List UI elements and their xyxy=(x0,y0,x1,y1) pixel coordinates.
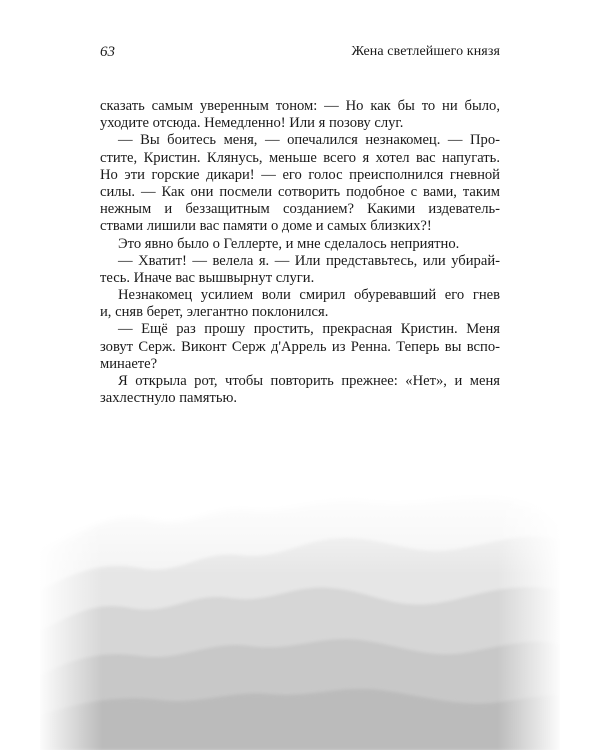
body-text xyxy=(100,98,500,407)
text-line: минаете? xyxy=(100,355,158,372)
text-line: сказать самым уверенным тоном: — Но как бы то ни было, xyxy=(100,98,500,114)
text-line: — Ещё раз прошу простить, прекрасная Кристин. Меня xyxy=(118,321,500,338)
text-line: силы. — Как они посмели сотворить подобное с вами, таким xyxy=(100,183,500,200)
text-line: захлестнуло памятью. xyxy=(100,390,238,407)
text-line: уходите отсюда. Немедленно! Или я позову слуг. xyxy=(100,115,404,132)
text-line: — Вы боитесь меня, — опечалился незнакомец. — Про- xyxy=(118,132,500,149)
text-line: зовут Серж. Виконт Серж д'Аррель из Ренна. Теперь вы вспо- xyxy=(100,338,500,355)
text-line: Незнакомец усилием воли смирил обуревавший его гнев xyxy=(118,287,500,304)
text-line: тесь. Иначе вас вышвырнут слуги. xyxy=(100,269,315,286)
running-title: Жена светлейшего князя xyxy=(351,44,500,59)
page-header xyxy=(100,44,500,68)
text-line: стите, Кристин. Клянусь, меньше всего я хотел вас напугать. xyxy=(100,149,500,166)
text-line: — Хватит! — велела я. — Или представьтесь, или убирай- xyxy=(118,252,500,269)
text-line: нежным и беззащитным созданием? Какими издеватель- xyxy=(100,201,500,218)
page-number: 63 xyxy=(100,44,115,60)
text-line: Но эти горские дикари! — его голос преисполнился гневной xyxy=(100,166,500,183)
text-line: Это явно было о Геллерте, и мне сделалось неприятно. xyxy=(118,235,460,252)
text-line: и, сняв берет, элегантно поклонился. xyxy=(100,304,329,321)
misty-mountains-illustration xyxy=(40,480,560,750)
text-line: Я открыла рот, чтобы повторить прежнее: «Нет», и меня xyxy=(118,373,500,389)
text-line: ствами лишили вас памяти о доме и самых близких?! xyxy=(100,218,432,235)
